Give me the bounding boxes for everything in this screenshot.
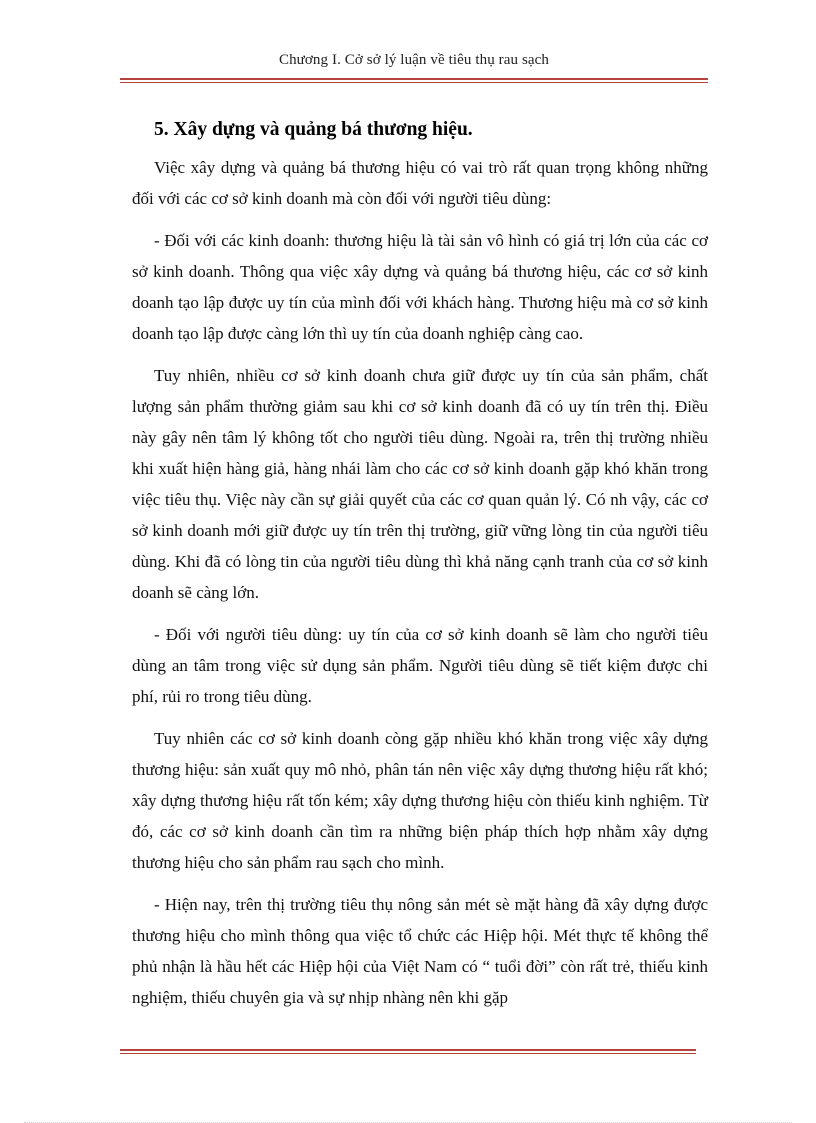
paragraph-intro: Việc xây dựng và quảng bá thương hiệu có vai trò rất quan trọng không những đối với các cơ sở kinh doanh mà còn đối với người tiêu dùng: xyxy=(132,158,708,208)
header-double-rule xyxy=(120,78,708,83)
section-heading: 5. Xây dựng và quảng bá thương hiệu. xyxy=(154,119,473,140)
paragraph-reputation: Tuy nhiên, nhiều cơ sở kinh doanh chưa giữ được uy tín của sản phẩm, chất lượng sản phẩm thường giảm sau khi cơ sở kinh doanh đã có uy tín trên thị. Điều này gây nên tâm lý không tốt cho người tiêu dùng. Ngoài ra, trên thị trường nhiều khi xuất hiện hàng giả, hàng nhái làm cho các cơ sở kinh doanh gặp khó khăn trong việc tiêu thụ. Việc này cần sự giải quyết của các cơ quan quản lý. Có nh vậy, các cơ sở kinh doanh mới giữ được uy tín trên thị trường, giữ vững lòng tin của người tiêu dùng. Khi đã có lòng tin của người tiêu dùng thì khả năng cạnh tranh của cơ sở kinh doanh sẽ càng lớn. xyxy=(132,366,708,602)
paragraph-associations: - Hiện nay, trên thị trường tiêu thụ nông sản mét sè mặt hàng đã xây dựng được thương hiệu cho mình thông qua việc tổ chức các Hiệp hội. Mét thực tế không thể phủ nhận là hầu hết các Hiệp hội của Việt Nam có “ tuổi đời” còn rất trẻ, thiếu kinh nghiệm, thiếu chuyên gia và sự nhịp nhàng nên khi gặp xyxy=(132,895,708,1007)
paragraph-consumers: - Đối với người tiêu dùng: uy tín của cơ sở kinh doanh sẽ làm cho người tiêu dùng an tâm trong việc sử dụng sản phẩm. Người tiêu dùng sẽ tiết kiệm được chi phí, rủi ro trong tiêu dùng. xyxy=(132,625,708,706)
running-header: Chương I. Cở sở lý luận về tiêu thụ rau sạch xyxy=(278,52,550,68)
footer-double-rule xyxy=(120,1049,696,1054)
page-body xyxy=(132,112,708,1024)
paragraph-businesses: - Đối với các kinh doanh: thương hiệu là tài sản vô hình có giá trị lớn của các cơ sở kinh doanh. Thông qua việc xây dựng và quảng bá thương hiệu, các cơ sở kinh doanh tạo lập được uy tín của mình đối với khách hàng. Thương hiệu mà cơ sở kinh doanh tạo lập được càng lớn thì uy tín của doanh nghiệp càng cao. xyxy=(132,231,708,343)
paragraph-difficulties: Tuy nhiên các cơ sở kinh doanh còng gặp nhiều khó khăn trong việc xây dựng thương hiệu: sản xuất quy mô nhỏ, phân tán nên việc xây dựng thương hiệu rất khó; xây dựng thương hiệu rất tốn kém; xây dựng thương hiệu còn thiếu kinh nghiệm. Từ đó, các cơ sở kinh doanh cần tìm ra những biện pháp thích hợp nhằm xây dựng thương hiệu cho sản phẩm rau sạch cho mình. xyxy=(132,729,708,872)
